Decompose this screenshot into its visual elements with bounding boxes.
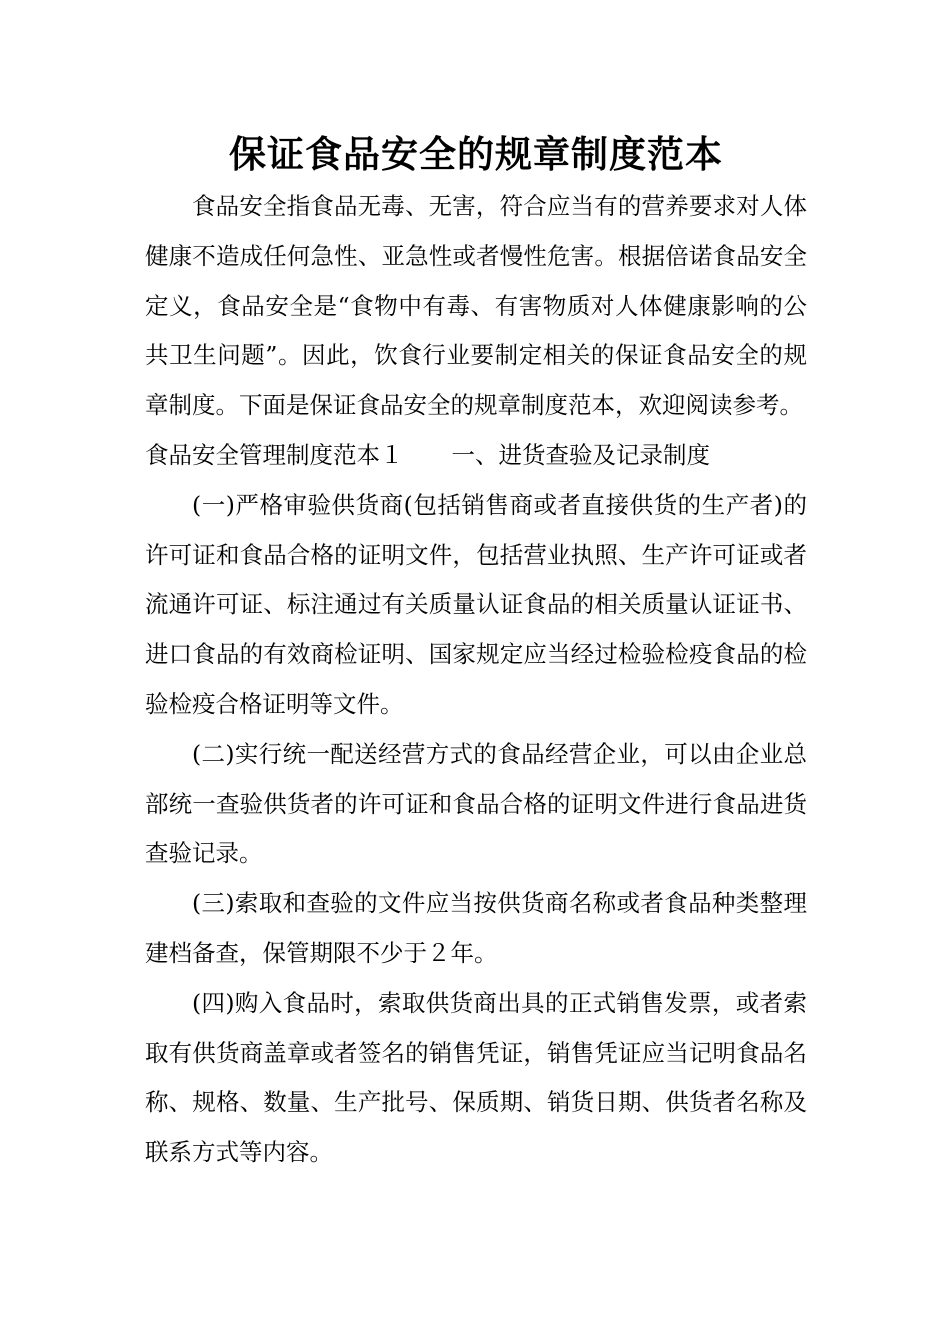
body-paragraph-3: (三)索取和查验的文件应当按供货商名称或者食品种类整理建档备查，保管期限不少于２年。 [145, 889, 807, 967]
document-title: 保证食品安全的规章制度范本 [229, 132, 723, 176]
body-paragraph-1: (一)严格审验供货商(包括销售商或者直接供货的生产者)的许可证和食品合格的证明文件，包括营业执照、生产许可证或者流通许可证、标注通过有关质量认证食品的相关质量认证证书、进口食品的有效商检证明、国家规定应当经过检验检疫食品的检验检疫合格证明等文件。 [145, 490, 807, 718]
section-heading-line [145, 431, 807, 481]
body-paragraph-2: (二)实行统一配送经营方式的食品经营企业，可以由企业总部统一查验供货者的许可证和食品合格的证明文件进行食品进货查验记录。 [145, 739, 807, 868]
section-title: 食品安全管理制度范本１ [145, 440, 404, 469]
document-page [145, 126, 807, 1178]
body-paragraph-4: (四)购入食品时，索取供货商出具的正式销售发票，或者索取有供货商盖章或者签名的销售凭证，销售凭证应当记明食品名称、规格、数量、生产批号、保质期、销货日期、供货者名称及联系方式等内容。 [145, 988, 807, 1167]
subsection-title: 一、进货查验及记录制度 [451, 440, 710, 469]
intro-paragraph: 食品安全指食品无毒、无害，符合应当有的营养要求对人体健康不造成任何急性、亚急性或者慢性危害。根据倍诺食品安全定义，食品安全是“食物中有毒、有害物质对人体健康影响的公共卫生问题”。因此，饮食行业要制定相关的保证食品安全的规章制度。下面是保证食品安全的规章制度范本，欢迎阅读参考。 [145, 192, 807, 420]
